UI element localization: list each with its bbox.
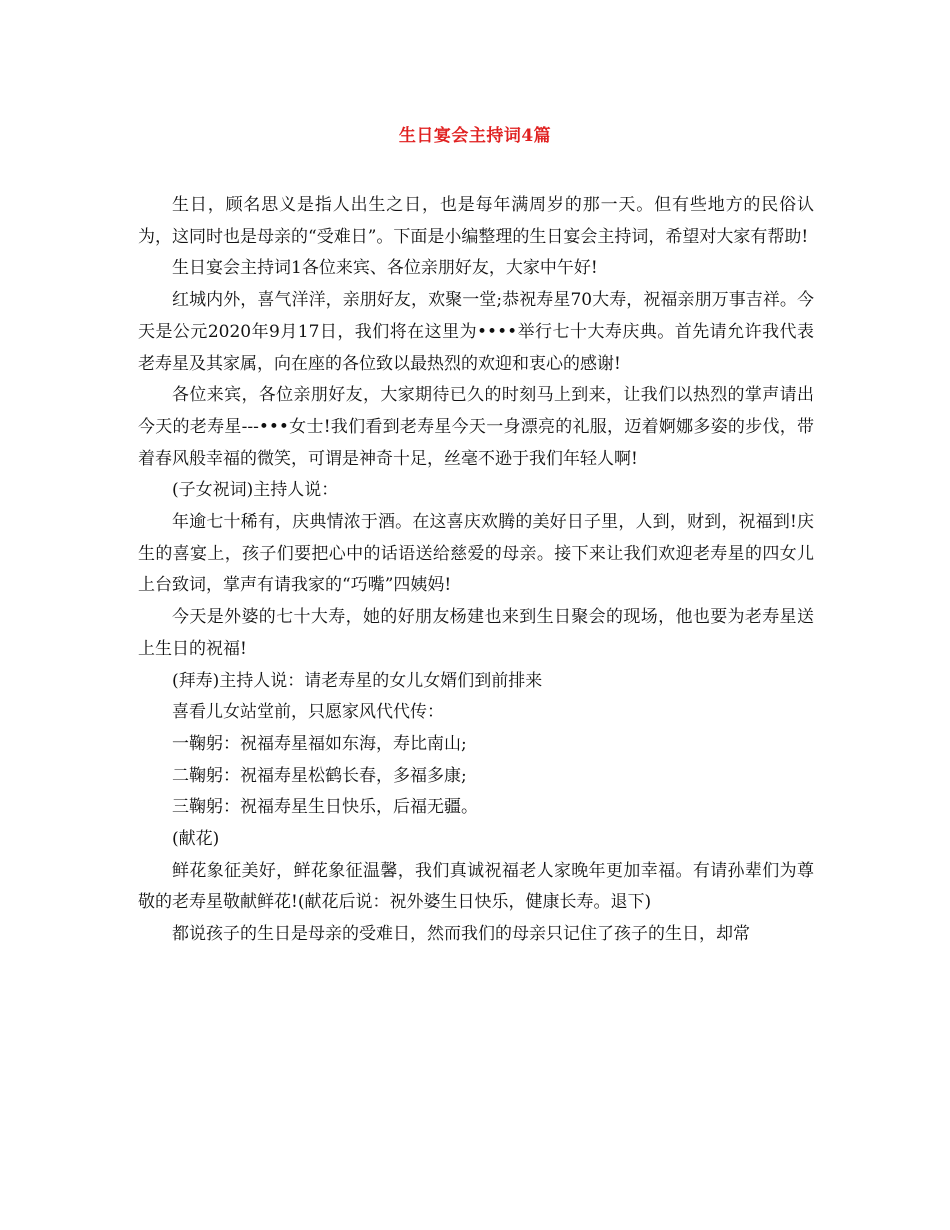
paragraph: 都说孩子的生日是母亲的受难日，然而我们的母亲只记住了孩子的生日，却常 [172,924,750,945]
document-body [138,190,814,951]
paragraph: 各位来宾，各位亲朋好友，大家期待已久的时刻马上到来，让我们以热烈的掌声请出今天的老寿星---•••女士!我们看到老寿星今天一身漂亮的礼服，迈着婀娜多姿的步伐，带着春风般幸福的微笑，可谓是神奇十足，丝毫不逊于我们年轻人啊! [138,385,814,469]
paragraph: 年逾七十稀有，庆典情浓于酒。在这喜庆欢腾的美好日子里，人到，财到，祝福到!庆生的喜宴上，孩子们要把心中的话语送给慈爱的母亲。接下来让我们欢迎老寿星的四女儿上台致词，掌声有请我家的“巧嘴”四姨妈! [138,512,814,596]
paragraph: 生日宴会主持词1各位来宾、各位亲朋好友，大家中午好! [172,258,598,279]
paragraph: 喜看儿女站堂前，只愿家风代代传： [172,702,444,723]
paragraph: 今天是外婆的七十大寿，她的好朋友杨建也来到生日聚会的现场，他也要为老寿星送上生日的祝福! [138,607,814,659]
document-title: 生日宴会主持词4篇 [398,126,552,146]
paragraph: 鲜花象征美好，鲜花象征温馨，我们真诚祝福老人家晚年更加幸福。有请孙辈们为尊敬的老寿星敬献鲜花!(献花后说：祝外婆生日快乐，健康长寿。退下) [138,860,814,913]
paragraph: 二鞠躬：祝福寿星松鹤长春，多福多康; [172,765,467,786]
paragraph: (子女祝词)主持人说： [172,480,339,501]
paragraph: (拜寿)主持人说：请老寿星的女儿女婿们到前排来 [172,670,543,691]
paragraph: 红城内外，喜气洋洋，亲朋好友，欢聚一堂;恭祝寿星70大寿，祝福亲朋万事吉祥。今天是公元2020年9月17日，我们将在这里为••••举行七十大寿庆典。首先请允许我代表老寿星及其家属，向在座的各位致以最热烈的欢迎和衷心的感谢! [138,290,814,374]
paragraph: 一鞠躬：祝福寿星福如东海，寿比南山; [172,733,467,754]
paragraph: 生日，顾名思义是指人出生之日，也是每年满周岁的那一天。但有些地方的民俗认为，这同时也是母亲的“受难日”。下面是小编整理的生日宴会主持词，希望对大家有帮助! [138,195,814,247]
paragraph: (献花) [172,829,220,850]
paragraph: 三鞠躬：祝福寿星生日快乐，后福无疆。 [172,797,478,818]
